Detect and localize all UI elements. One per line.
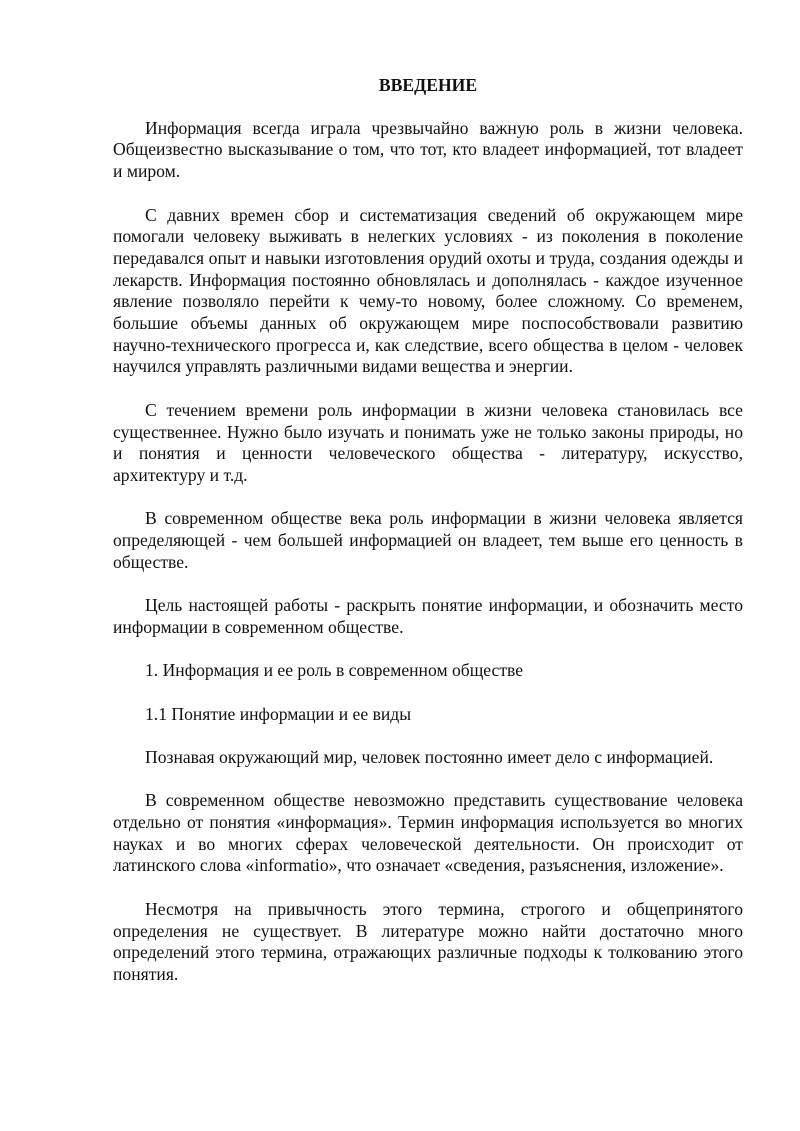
- section-paragraph-1: Познавая окружающий мир, человек постоянно имеет дело с информацией.: [145, 746, 714, 767]
- intro-paragraph-2: С давних времен сбор и систематизация сведений об окружающем мире помогали человеку выживать в нелегких условиях - из поколения в поколение передавался опыт и навыки изготовления орудий охоты и труда, создания одежды и лекарств. Информация постоянно обновлялась и дополнялась - каждое изученное явление позволяло перейти к чему-то новому, более сложному. Со временем, большие объемы данных об окружающем мире поспособствовали развитию научно-технического прогресса и, как следствие, всего общества в целом - человек научился управлять различными видами вещества и энергии.: [113, 204, 743, 377]
- section-heading: 1. Информация и ее роль в современном обществе: [145, 660, 524, 681]
- intro-paragraph-1: Информация всегда играла чрезвычайно важную роль в жизни человека. Общеизвестно высказывание о том, что тот, кто владеет информацией, тот владеет и миром.: [113, 117, 743, 182]
- intro-paragraph-5: Цель настоящей работы - раскрыть понятие информации, и обозначить место информации в современном обществе.: [113, 595, 743, 637]
- section-paragraph-2: В современном обществе невозможно представить существование человека отдельно от понятия «информация». Термин информация используется во многих науках и во многих сферах человеческой деятельности. Он происходит от латинского слова «informatio», что означает «сведения, разъяснения, изложение».: [113, 790, 743, 876]
- section-paragraph-3: Несмотря на привычность этого термина, строгого и общепринятого определения не существует. В литературе можно найти достаточно много определений этого термина, отражающих различные подходы к толкованию этого понятия.: [113, 898, 743, 984]
- intro-paragraph-4: В современном обществе века роль информации в жизни человека является определяющей - чем большей информацией он владеет, тем выше его ценность в обществе.: [113, 508, 743, 572]
- document-page: [113, 75, 743, 1007]
- document-title: ВВЕДЕНИЕ: [378, 75, 478, 95]
- intro-paragraph-3: С течением времени роль информации в жизни человека становилась все существеннее. Нужно было изучать и понимать уже не только законы природы, но и понятия и ценности человеческого общества - литературу, искусство, архитектуру и т.д.: [113, 399, 743, 485]
- subsection-heading: 1.1 Понятие информации и ее виды: [145, 703, 412, 724]
